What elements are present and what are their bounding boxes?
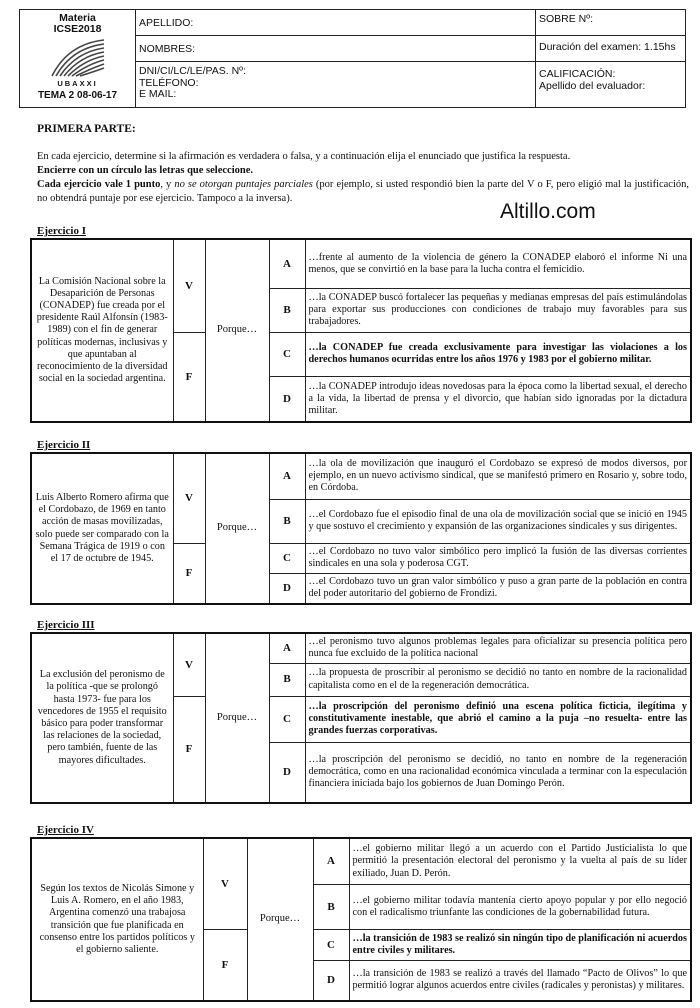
- porque-label: Porque…: [205, 239, 269, 422]
- option-letter[interactable]: B: [269, 663, 305, 696]
- option-text: …la proscripción del peronismo se decidió, no tanto en nombre de la regeneración democrática, como en una racionalidad económica vinculada a terminar con la especulación financiera iniciada bajo los gobiernos de Juan Domingo Perón.: [305, 742, 691, 803]
- exercise-statement: Según los textos de Nicolás Simone y Luis A. Romero, en el año 1983, Argentina comenzó una trabajosa transición que fue planificada en consenso entre los partidos políticos y el gobierno saliente.: [31, 838, 203, 1001]
- instruction-rest: (por ejemplo, si usted respondió bien la parte del V o F, pero eligió mal la justificación, no obtendrá puntaje por ese ejercicio. Tampoco a la inversa).: [37, 179, 690, 204]
- false-option[interactable]: F: [173, 543, 205, 604]
- option-letter[interactable]: C: [269, 332, 305, 376]
- exam-header: [19, 9, 686, 108]
- materia-label: Materia: [59, 12, 96, 24]
- option-letter[interactable]: B: [269, 289, 305, 332]
- instruction-line-1: En cada ejercicio, determine si la afirmación es verdadera o falsa, y a continuación elija el enunciado que justifica la respuesta.: [37, 151, 571, 162]
- exam-info: [535, 10, 685, 107]
- logo-text: UBAXXI: [57, 79, 98, 88]
- option-letter[interactable]: D: [269, 742, 305, 803]
- ubaxxi-logo-icon: [48, 36, 108, 78]
- option-text: …el Cordobazo tuvo un gran valor simbólico y puso a gran parte de la población en contra del poder autoritario del gobierno de Frondizi.: [305, 573, 691, 604]
- nombres-field[interactable]: [135, 36, 535, 62]
- exercise-table: [30, 238, 692, 423]
- exercise-table: [30, 452, 692, 605]
- option-letter[interactable]: C: [269, 543, 305, 573]
- exercise-statement: La exclusión del peronismo de la política -que se prolongó hasta 1973- fue para los vencedores de 1955 el requisito básico para poder transformar las relaciones de la sociedad, pero también, fuente de las mayores dificultades.: [31, 633, 173, 803]
- option-text: …la CONADEP fue creada exclusivamente para investigar las violaciones a los derechos humanos ocurridas entre los años 1976 y 1983 por el gobierno militar.: [305, 332, 691, 376]
- calificacion-label: CALIFICACIÓN:: [539, 68, 616, 80]
- tema-label: TEMA 2 08-06-17: [37, 90, 118, 101]
- option-letter[interactable]: B: [313, 885, 349, 930]
- apellido-field[interactable]: [135, 10, 535, 36]
- calificacion-field[interactable]: [535, 62, 685, 107]
- option-letter[interactable]: D: [269, 573, 305, 604]
- exercise-title: Ejercicio I: [37, 225, 86, 237]
- sobre-field[interactable]: [535, 10, 685, 36]
- exercise-table: [30, 632, 692, 804]
- option-letter[interactable]: A: [269, 633, 305, 663]
- telefono-label: TELÉFONO:: [139, 76, 199, 89]
- option-text: …la CONADEP buscó fortalecer las pequeñas y medianas empresas del país estimulándolas para exportar sus producciones con condiciones de trabajo muy favorables para sus trabajadores.: [305, 289, 691, 332]
- logo-block: [20, 10, 136, 107]
- exercise-statement: La Comisión Nacional sobre la Desaparición de Personas (CONADEP) fue creada por el presidente Raúl Alfonsín (1983-1989) con el fin de generar políticas modernas, inclusivas y que apuntaban al reconocimiento de la diversidad social en la sociedad argentina.: [31, 239, 173, 422]
- evaluador-label: Apellido del evaluador:: [539, 80, 646, 92]
- exercise-statement: Luis Alberto Romero afirma que el Cordobazo, de 1969 en tanto acción de masas movilizadas, solo puede ser comparado con la Semana Trágica de 1919 o con el 17 de octubre de 1945.: [31, 453, 173, 604]
- option-letter[interactable]: C: [269, 696, 305, 742]
- false-option[interactable]: F: [203, 929, 247, 1001]
- exercise-table: [30, 837, 692, 1002]
- true-option[interactable]: V: [203, 838, 247, 929]
- option-text: …la transición de 1983 se realizó a través del llamado “Pacto de Olivos” lo que permitió lograr algunos acuerdos entre civiles (radicales y peronistas) y militares.: [349, 960, 691, 1001]
- false-option[interactable]: F: [173, 696, 205, 803]
- contact-field[interactable]: [135, 62, 535, 107]
- option-letter[interactable]: A: [269, 239, 305, 289]
- option-text: …el gobierno militar todavía mantenía cierto apoyo popular y por ello negoció con el radicalismo triunfante las condiciones de la gobernabilidad futura.: [349, 885, 691, 930]
- porque-label: Porque…: [205, 453, 269, 604]
- option-letter[interactable]: D: [269, 376, 305, 422]
- materia-code: ICSE2018: [53, 23, 102, 35]
- sobre-label: SOBRE Nº:: [539, 13, 594, 25]
- instruction-bold: Cada ejercicio vale 1 punto: [37, 179, 161, 190]
- student-info: [135, 10, 536, 107]
- option-text: …el Cordobazo no tuvo valor simbólico pero implicó la fusión de las diversas corrientes sindicales en una sola y poderosa CGT.: [305, 543, 691, 573]
- apellido-label: APELLIDO:: [139, 17, 194, 29]
- dni-label: DNI/CI/LC/LE/PAS. Nº:: [139, 65, 246, 77]
- exercise-title: Ejercicio III: [37, 619, 95, 631]
- option-text: …frente al aumento de la violencia de género la CONADEP elaboró el informe Ni una menos, que se convirtió en la base para la lucha contra el femicidio.: [305, 239, 691, 289]
- option-text: …la proscripción del peronismo definió una escena política ficticia, ilegítima y constitutivamente inestable, que abrió el camino a la puja –no resuelta- entre las grandes fuerzas corporativas.: [305, 696, 691, 742]
- exercise-title: Ejercicio IV: [37, 824, 94, 836]
- option-letter[interactable]: D: [313, 960, 349, 1001]
- duracion-cell: [535, 36, 685, 62]
- option-text: …la CONADEP introdujo ideas novedosas para la época como la libertad sexual, el derecho a la vida, la libertad de prensa y el divorcio, que habían sido ignoradas por la dictadura militar.: [305, 376, 691, 422]
- option-text: …la transición de 1983 se realizó sin ningún tipo de planificación ni acuerdos entre civiles y militares.: [349, 929, 691, 960]
- true-option[interactable]: V: [173, 453, 205, 543]
- false-option[interactable]: F: [173, 332, 205, 422]
- option-letter[interactable]: B: [269, 499, 305, 543]
- option-text: …el gobierno militar llegó a un acuerdo con el Partido Justicialista lo que permitió la presentación electoral del peronismo y la vuelta al país de su líder exiliado, Juan D. Perón.: [349, 838, 691, 885]
- porque-label: Porque…: [247, 838, 313, 1001]
- option-letter[interactable]: C: [313, 929, 349, 960]
- option-letter[interactable]: A: [269, 453, 305, 499]
- option-text: …el peronismo tuvo algunos problemas legales para oficializar su presencia política pero nunca fue excluido de la política nacional: [305, 633, 691, 663]
- section-title: PRIMERA PARTE:: [37, 123, 136, 135]
- true-option[interactable]: V: [173, 239, 205, 332]
- nombres-label: NOMBRES:: [139, 43, 196, 55]
- email-label: E MAIL:: [139, 88, 177, 100]
- option-text: …el Cordobazo fue el episodio final de una ola de movilización social que se inició en 1945 y que sostuvo el crecimiento y expansión de las organizaciones sindicales y sus dirigentes.: [305, 499, 691, 543]
- option-text: …la ola de movilización que inauguró el Cordobazo se expresó de modos diversos, por ejemplo, en un nuevo activismo sindical, que se manifestó primero en Rosario y, sobre todo, en Córdoba.: [305, 453, 691, 499]
- option-text: …la propuesta de proscribir al peronismo se decidió no tanto en nombre de la racionalidad capitalista como en el de la regeneración democrática.: [305, 663, 691, 696]
- true-option[interactable]: V: [173, 633, 205, 696]
- option-letter[interactable]: A: [313, 838, 349, 885]
- instruction-italic: no se otorgan puntajes parciales: [174, 179, 313, 190]
- instruction-comma: , y: [160, 179, 175, 190]
- duracion-label: Duración del examen: 1.15hs: [539, 41, 676, 53]
- exercise-title: Ejercicio II: [37, 439, 91, 451]
- watermark: Altillo.com: [500, 200, 596, 223]
- instructions: [37, 150, 689, 206]
- porque-label: Porque…: [205, 633, 269, 803]
- instruction-line-2: Encierre con un círculo las letras que seleccione.: [37, 165, 253, 176]
